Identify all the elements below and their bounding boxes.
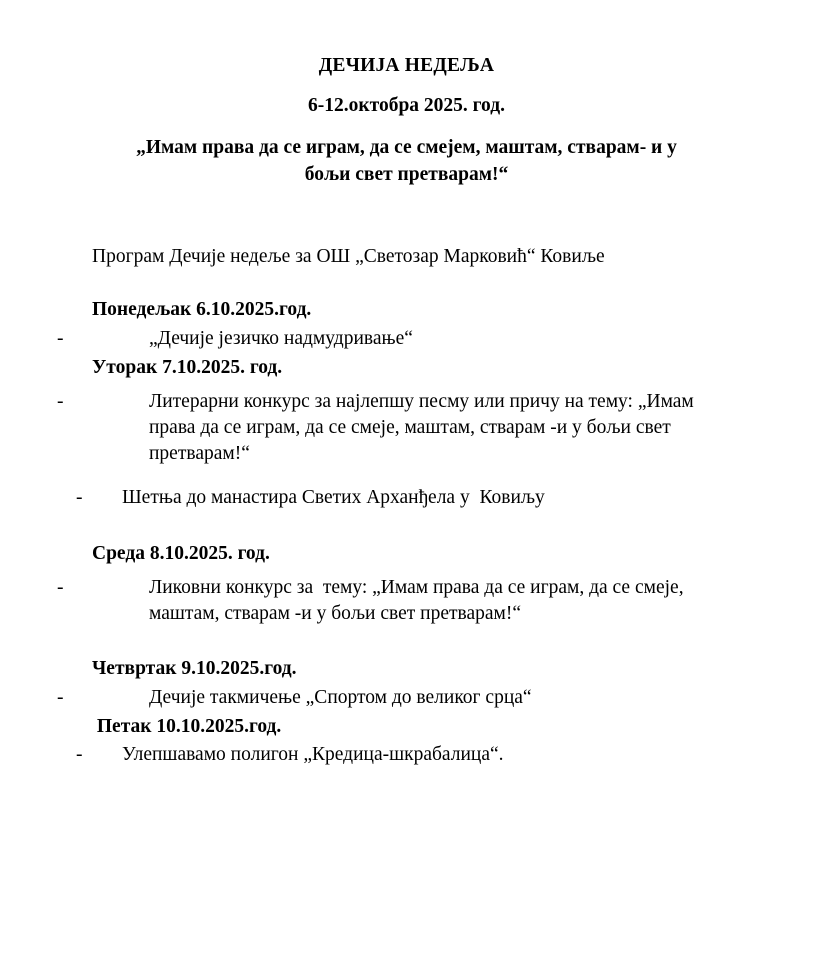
bullet-dash-icon: -	[57, 686, 64, 708]
bullet-dash-icon: -	[57, 327, 64, 349]
day-heading-wednesday: Среда 8.10.2025. год.	[92, 542, 270, 564]
day-section-monday	[57, 298, 721, 352]
motto-line-2: бољи свет претварам!“	[304, 163, 509, 185]
day-items-tuesday	[57, 389, 721, 512]
day-items-monday	[57, 326, 721, 352]
list-item-text: Шетња до манастира Светих Арханђела у Ковиљу	[122, 487, 545, 509]
day-section-friday	[76, 715, 721, 769]
list-item	[57, 575, 721, 627]
spacer	[92, 565, 721, 575]
list-item-text: Ликовни конкурс за тему: „Имам права да се играм, да се смеје, маштам, стварам -и у бољи свет претварам!“	[149, 577, 689, 625]
page-title: ДЕЧИЈА НЕДЕЉА	[318, 55, 495, 76]
bullet-dash-icon: -	[57, 391, 64, 413]
list-item-text: Дечије такмичење „Спортом до великог срца“	[149, 686, 532, 708]
list-item	[57, 685, 721, 711]
list-item-text: „Дечије језичко надмудривање“	[149, 327, 413, 349]
list-item	[76, 485, 721, 511]
list-item	[76, 742, 721, 768]
bullet-dash-icon: -	[76, 744, 83, 766]
spacer	[92, 379, 721, 389]
date-range-subtitle: 6-12.октобра 2025. год.	[308, 94, 505, 116]
program-intro: Програм Дечије недеље за ОШ „Светозар Марковић“ Ковиље	[92, 245, 605, 267]
bullet-dash-icon: -	[57, 577, 64, 598]
spacer	[92, 627, 721, 657]
day-section-wednesday	[57, 542, 721, 628]
motto-heading	[92, 135, 721, 189]
day-heading-friday: Петак 10.10.2025.год.	[92, 715, 282, 737]
list-item-text: Литерарни конкурс за најлепшу песму или причу на тему: „Имам права да се играм, да се смеје, маштам, стварам -и у бољи свет претварам!“	[149, 391, 699, 465]
day-heading-monday: Понедељак 6.10.2025.год.	[92, 299, 312, 321]
motto-line-1: „Имам права да се играм, да се смејем, маштам, стварам- и у	[136, 137, 677, 158]
bullet-dash-icon: -	[76, 487, 83, 509]
day-heading-thursday: Четвртак 9.10.2025.год.	[92, 658, 297, 680]
spacer	[92, 512, 721, 542]
spacer	[92, 268, 721, 298]
list-item	[57, 389, 721, 467]
day-heading-tuesday: Уторак 7.10.2025. год.	[92, 356, 283, 378]
day-items-wednesday	[57, 575, 721, 627]
list-item-text: Улепшавамо полигон „Кредица-шкрабалица“.	[122, 744, 504, 766]
day-section-tuesday	[57, 356, 721, 512]
day-section-thursday	[57, 657, 721, 711]
day-items-friday	[76, 742, 721, 768]
day-items-thursday	[57, 685, 721, 711]
list-item	[57, 326, 721, 352]
